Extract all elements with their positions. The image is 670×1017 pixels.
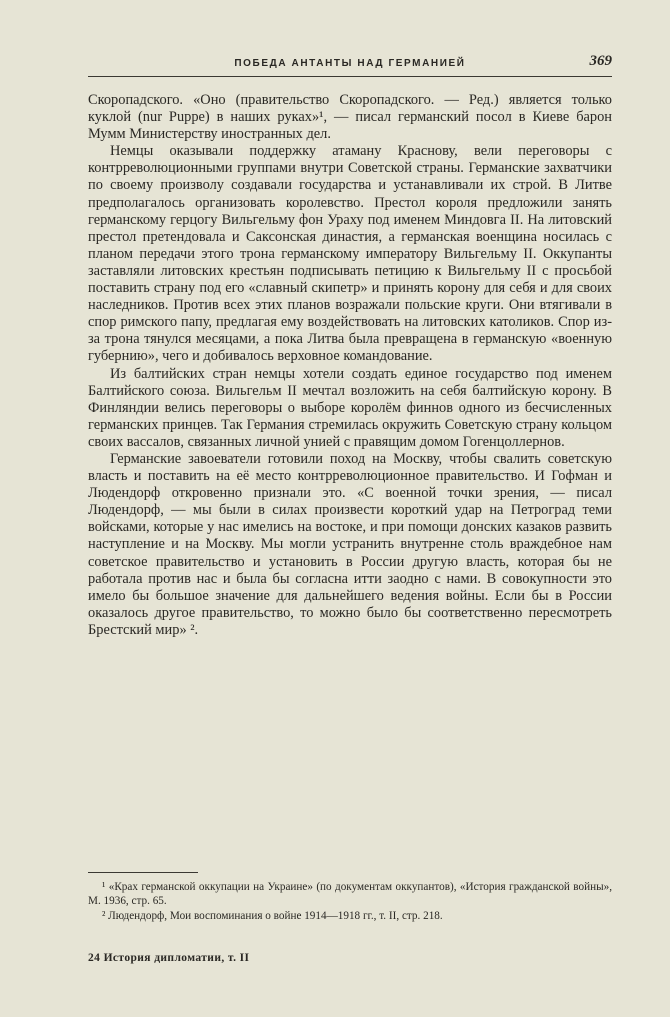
paragraph: Немцы оказывали поддержку атаману Краснову, вели переговоры с контрреволюционными группами внутри Советской страны. Германские захватчики по своему произволу создавали государства и устанавливали их строй. В Литве предполагалось организовать королевство. Престол короля предложили занять германскому герцогу Вильгельму фон Ураху под именем Миндовга II. На литовский престол претендовала и Саксонская династия, а германская военщина носилась с планом передачи этого трона германскому императору Вильгельму II. Оккупанты заставляли литовских крестьян подписывать петицию к Вильгельму II с просьбой поставить страну под его «славный скипетр» и принять корону для себя и для своих наследников. Против всех этих планов возражали польские круги. Они втягивали в спор римского папу, предлагая ему воздействовать на литовских католиков. Спор из-за трона тянулся месяцами, а пока Литва была превращена в германскую «военную губернию», чего и добивалось верховное командование. <box>88 143 612 365</box>
footnotes <box>88 880 612 924</box>
paragraph: Из балтийских стран немцы хотели создать единое государство под именем Балтийского союза. Вильгельм II мечтал возложить на себя балтийскую корону. В Финляндии велись переговоры о выборе королём финнов одного из бесчисленных германских принцев. Так Германия стремилась окружить Советскую страну кольцом своих вассалов, связанных личной унией с правящим домом Гогенцоллернов. <box>88 365 612 450</box>
footnote: ¹ «Крах германской оккупации на Украине» (по документам оккупантов), «История гражданской войны», М. 1936, стр. 65. <box>88 881 612 907</box>
printer-signature: 24 История дипломатии, т. II <box>88 952 250 964</box>
paragraph: Скоропадского. «Оно (правительство Скоропадского. — Ред.) является только куклой (nur Puppe) в наших руках»¹, — писал германский посол в Киеве барон Мумм Министерству иностранных дел. <box>88 92 612 143</box>
paragraph: Германские завоеватели готовили поход на Москву, чтобы свалить советскую власть и поставить на её место контрреволюционное правительство. И Гофман и Людендорф откровенно признали это. «С военной точки зрения, — писал Людендорф, — мы были в силах произвести короткий удар на Петроград теми войсками, которые у нас имелись на востоке, и при помощи донских казаков развить наступление и на Москву. Мы могли устранить внутренне столь враждебное нам советское правительство и установить в России другую власть, которая бы не работала против нас и была бы согласна итти заодно с нами. В совокупности это имело бы большое значение для дальнейшего ведения войны. Если бы в России оказалось другое правительство, то можно было бы соответственно пересмотреть Брестский мир» ². <box>88 450 612 638</box>
footnote-divider <box>88 872 198 873</box>
footnote: ² Людендорф, Мои воспоминания о войне 1914—1918 гг., т. II, стр. 218. <box>102 910 443 922</box>
page-number: 369 <box>589 53 612 69</box>
running-title: ПОБЕДА АНТАНТЫ НАД ГЕРМАНИЕЙ <box>234 58 466 69</box>
body-text <box>88 92 612 639</box>
page-header <box>88 52 612 77</box>
